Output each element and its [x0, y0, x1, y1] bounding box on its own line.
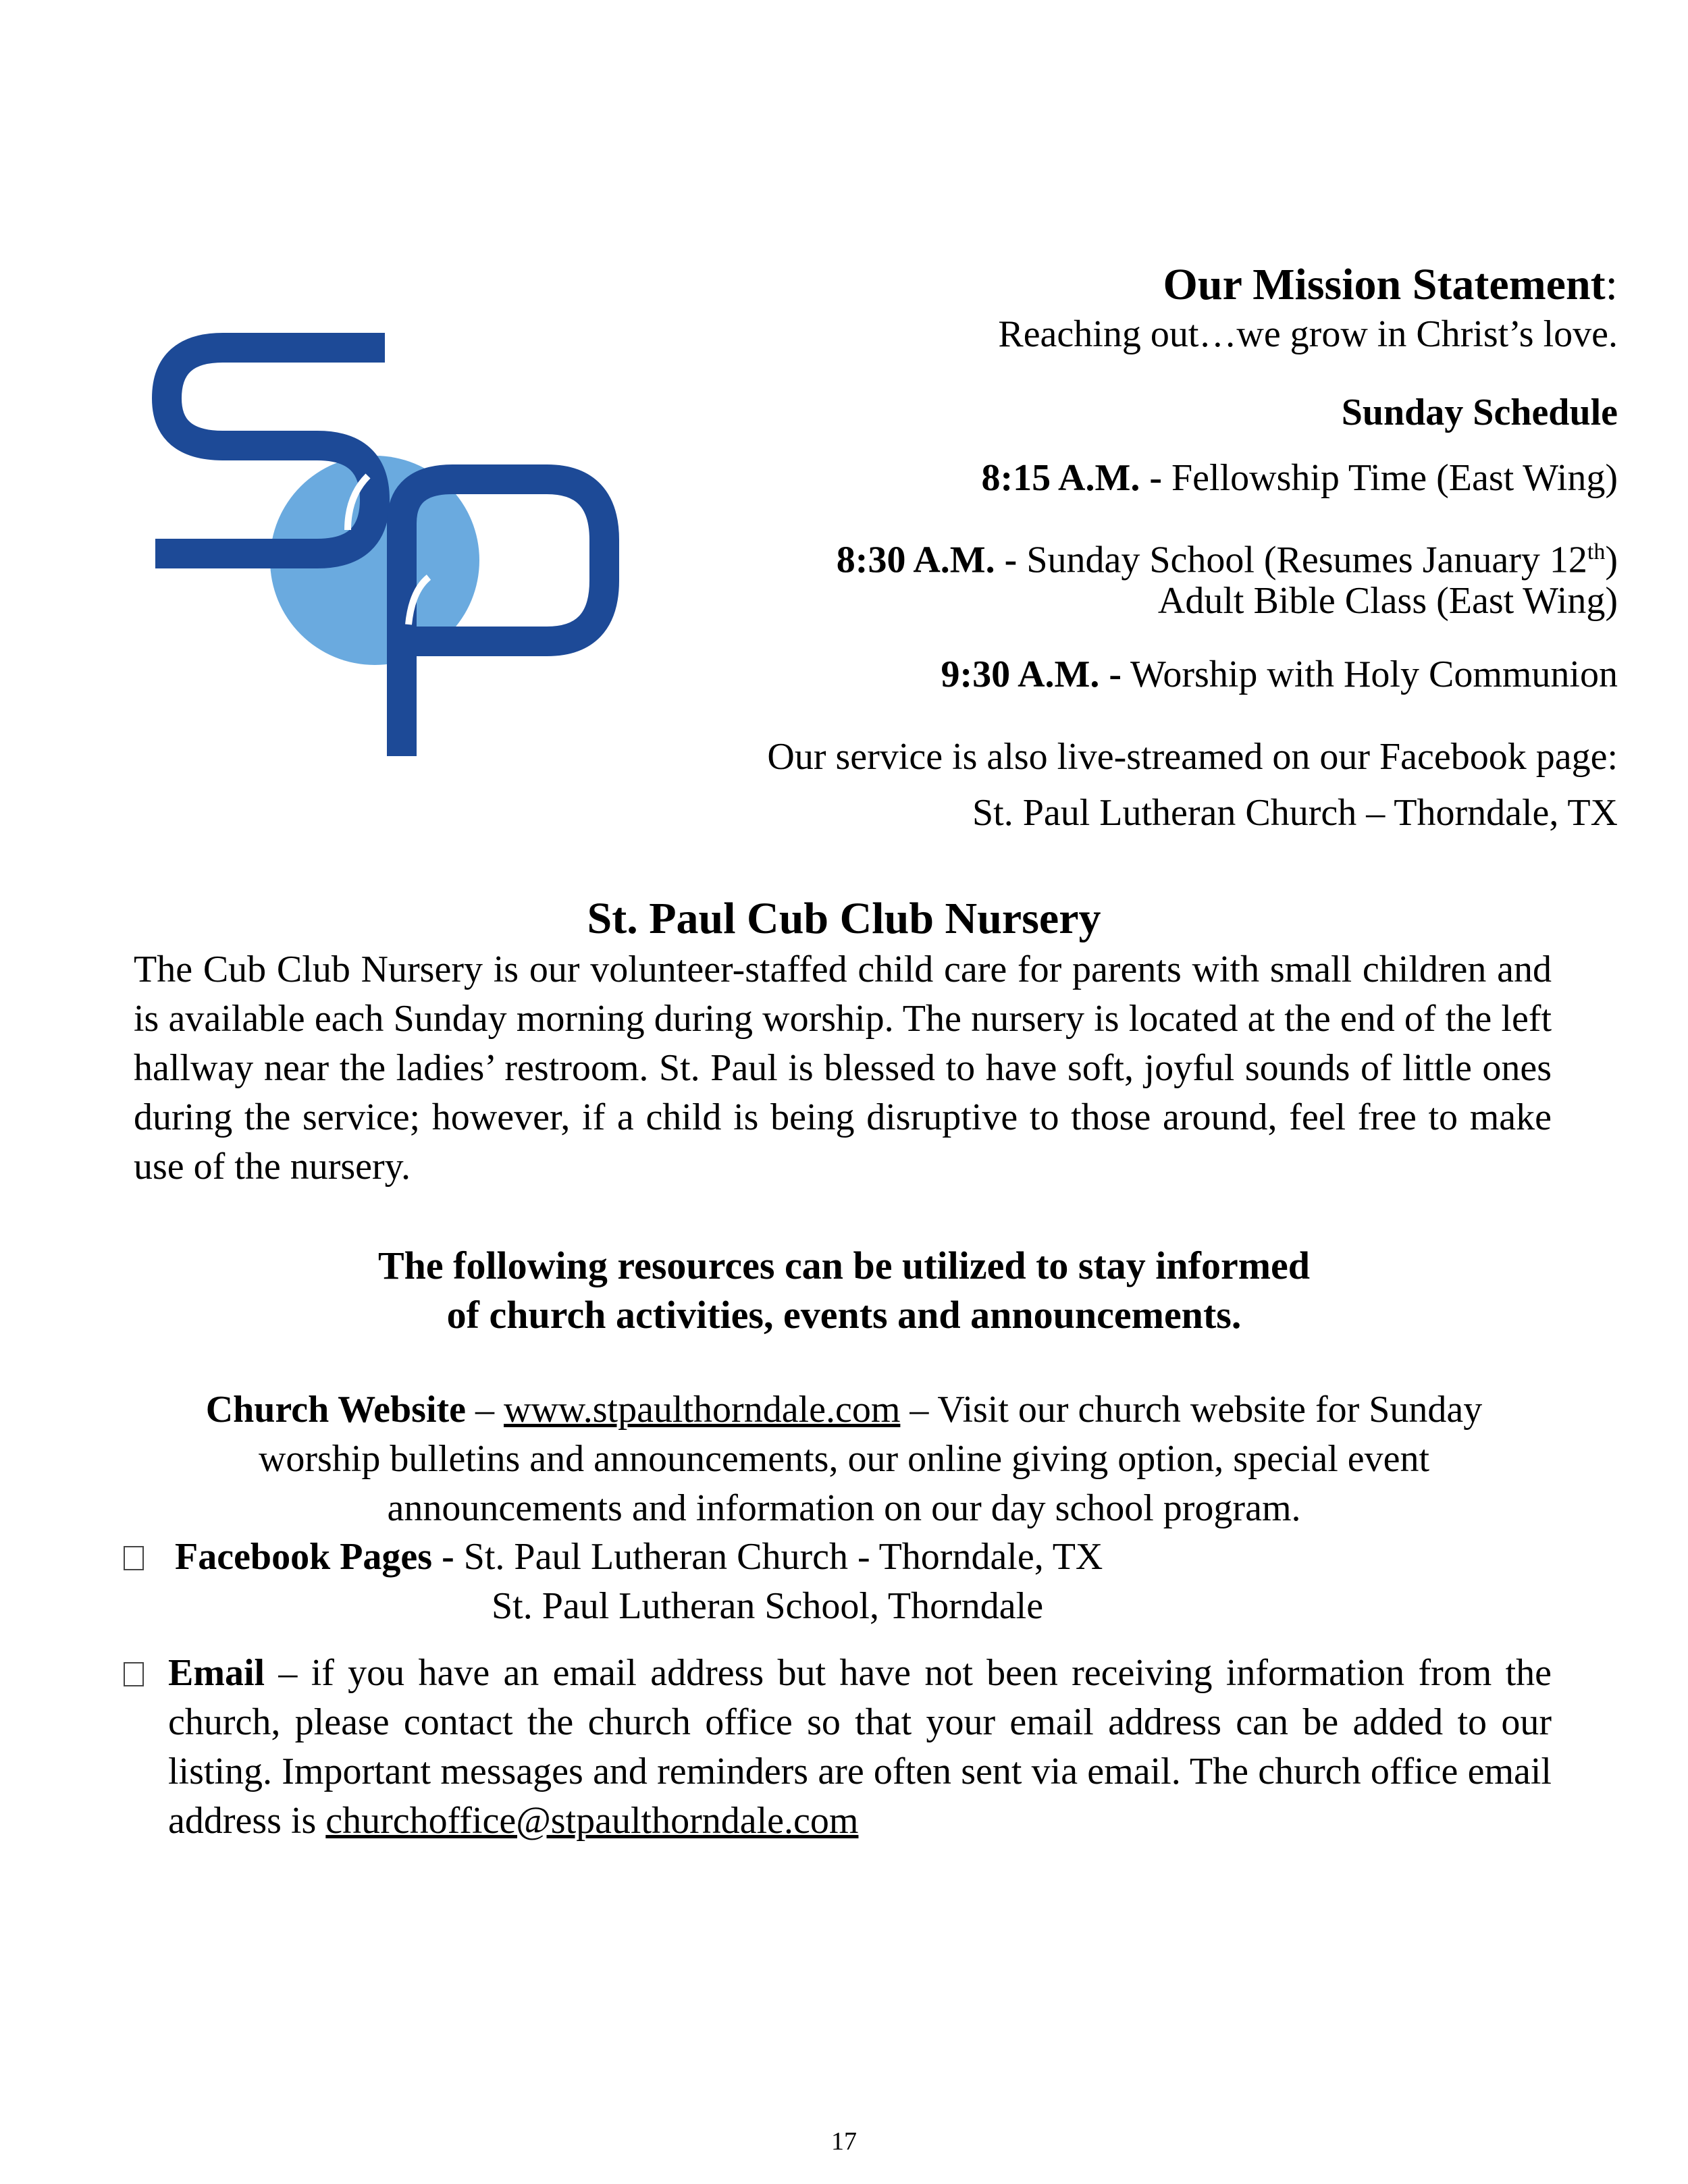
nursery-body: The Cub Club Nursery is our volunteer-staffed child care for parents with small children and is available each Sunday morning during worship. The nursery is located at the end of the left hallway near the ladies’ restroom. St. Paul is blessed to have soft, joyful sounds of little ones during the service; however, if a child is being disruptive to those around, feel free to make use of the nursery. — [134, 949, 1552, 1188]
checkbox-icon — [124, 1662, 144, 1686]
resources-heading: The following resources can be utilized to stay informed of church activities, events and announcements. — [377, 1244, 1311, 1337]
checkbox-icon — [124, 1546, 144, 1570]
livestream-note: Our service is also live-streamed on our Facebook page: — [767, 736, 1618, 778]
nursery-title: St. Paul Cub Club Nursery — [587, 894, 1101, 943]
email-checkbox — [124, 1649, 144, 1698]
schedule-title: Sunday Schedule — [1341, 392, 1618, 433]
page-number: 17 — [831, 2127, 857, 2156]
facebook-page-school: St. Paul Lutheran School, Thorndale — [492, 1585, 1044, 1627]
church-logo — [145, 307, 645, 760]
livestream-facebook-page: St. Paul Lutheran Church – Thorndale, TX — [972, 792, 1618, 834]
email-entry: Email – if you have an email address but have not been receiving information from the church, please contact the church office so that your email address can be added to our listing. Important messages and reminders are often sent via email. The church office email address is churchoffice@stpaulthorndale.com — [168, 1652, 1552, 1842]
schedule-item: 9:30 A.M. - Worship with Holy Communion — [941, 654, 1618, 695]
facebook-pages-entry: Facebook Pages - St. Paul Lutheran Church - Thorndale, TX — [124, 1533, 1103, 1582]
mission-text: Reaching out…we grow in Christ’s love. — [998, 313, 1618, 355]
email-link[interactable]: churchoffice@stpaulthorndale.com — [325, 1800, 859, 1842]
schedule-item-continued: Adult Bible Class (East Wing) — [1157, 580, 1618, 622]
mission-title: Our Mission Statement: — [1163, 260, 1618, 309]
website-link[interactable]: www.stpaulthorndale.com — [504, 1389, 901, 1431]
church-website-entry: Church Website – www.stpaulthorndale.com – Visit our church website for Sunday worship bulletins and announcements, our online giving option, special event announcements and information on our day school program. — [205, 1389, 1483, 1529]
schedule-item: 8:30 A.M. - Sunday School (Resumes January 12th) — [836, 539, 1618, 581]
schedule-item: 8:15 A.M. - Fellowship Time (East Wing) — [981, 457, 1618, 499]
